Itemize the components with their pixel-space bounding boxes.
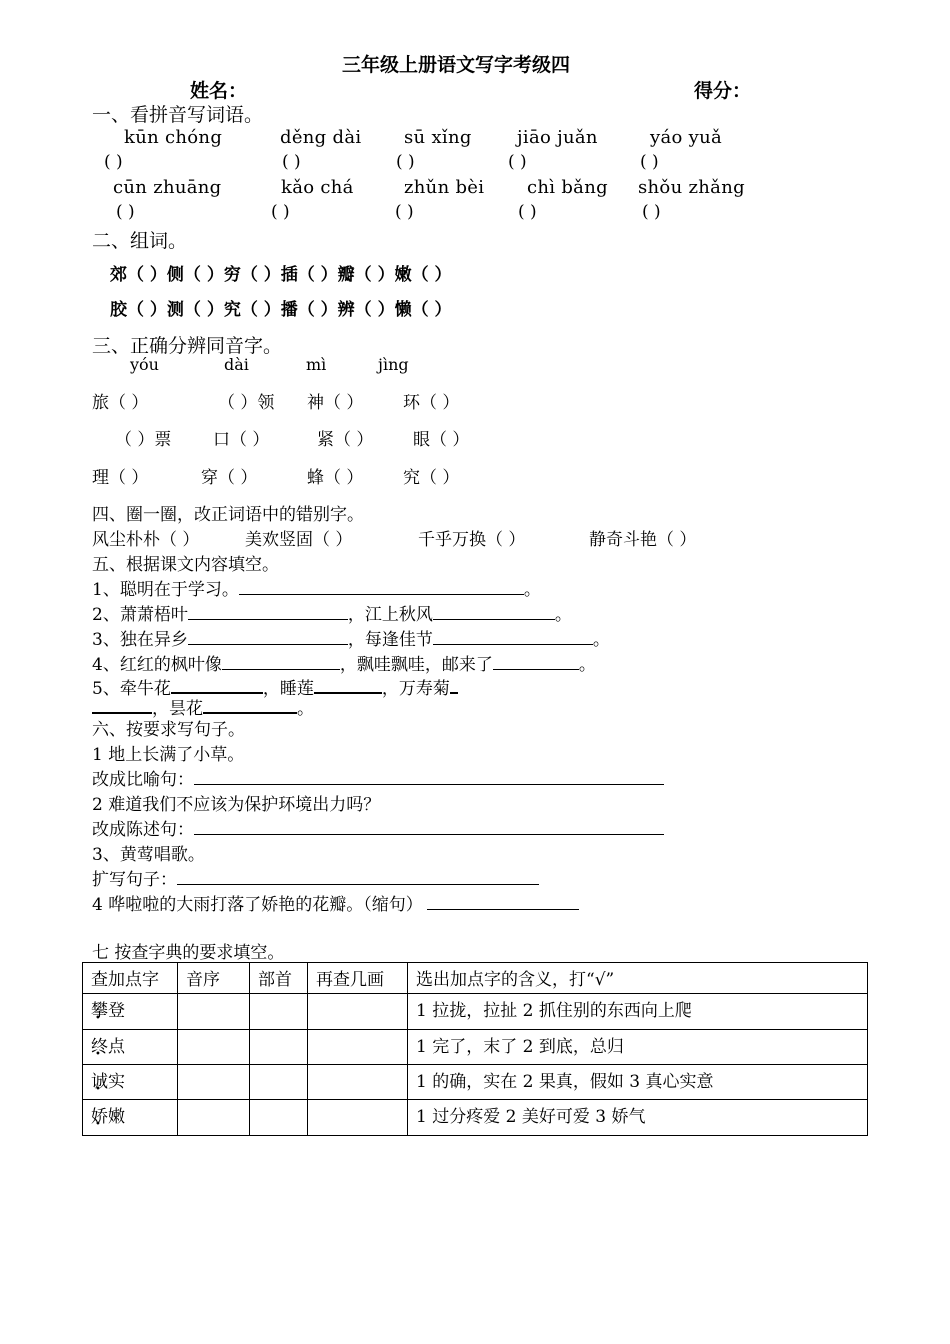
section-4-heading: 四、圈一圈，改正词语中的错别字。	[92, 505, 364, 525]
answer-paren-1-4[interactable]: ( )	[508, 152, 527, 172]
fill-line-5: 5、牵牛花 ，睡莲 ，万寿菊	[92, 674, 458, 699]
pinyin-2-2: kǎo chá	[281, 177, 354, 198]
homophone-1-2: （ ）领	[218, 393, 275, 413]
section-6-heading: 六、按要求写句子。	[92, 720, 245, 740]
blank[interactable]	[239, 580, 524, 595]
homophone-pinyin-1: yóu	[130, 355, 159, 374]
homophone-1-3: 神（ ）	[307, 393, 364, 413]
header-cell: 部首	[250, 963, 308, 994]
blank[interactable]	[222, 655, 340, 670]
homophone-2-1: （ ）票	[115, 430, 172, 450]
answer-line[interactable]	[427, 895, 579, 910]
fill-line-6: ，昙花 。	[92, 694, 314, 719]
header-cell: 选出加点字的含义，打“√”	[408, 963, 868, 994]
fill-line-1: 1、聪明在于学习。 。	[92, 580, 541, 600]
word-group-row-2: 胶（ ）测（ ）究（ ）播（ ）辨（ ）懒（ ）	[110, 300, 452, 320]
sentence-q2-answer: 改成陈述句：	[92, 815, 664, 840]
pinyin-2-1: cūn zhuāng	[113, 177, 222, 198]
answer-paren-2-4[interactable]: ( )	[518, 202, 537, 222]
sentence-q3: 3、黄莺唱歌。	[92, 845, 205, 865]
table-row	[83, 1030, 868, 1065]
sentence-q3-answer: 扩写句子：	[92, 865, 539, 890]
pinyin-1-5: yáo yuǎ	[650, 127, 723, 148]
meaning-cell: 1 拉拢，拉扯 2 抓住别的东西向上爬	[408, 994, 868, 1030]
table-header-row	[83, 963, 868, 994]
blank[interactable]	[450, 678, 458, 694]
word-group-row-1: 郊（ ）侧（ ）穷（ ）插（ ）瓣（ ）嫩（ ）	[110, 265, 452, 285]
pinyin-1-2: děng dài	[280, 127, 362, 148]
section-5-heading: 五、根据课文内容填空。	[92, 555, 279, 575]
typo-item-2: 美欢竖固（ ）	[245, 530, 353, 550]
homophone-3-4: 究（ ）	[403, 468, 460, 488]
table-row	[83, 1065, 868, 1100]
word-cell: 娇嫩	[83, 1100, 178, 1136]
section-2-heading: 二、组词。	[92, 230, 188, 252]
word-cell: 攀登	[83, 994, 178, 1030]
answer-cell[interactable]	[308, 1065, 408, 1100]
answer-cell[interactable]	[178, 1100, 250, 1136]
blank[interactable]	[171, 678, 263, 694]
answer-cell[interactable]	[178, 1030, 250, 1065]
fill-line-3: 3、独在异乡 ，每逢佳节 。	[92, 630, 610, 650]
answer-paren-2-2[interactable]: ( )	[271, 202, 290, 222]
homophone-pinyin-2: dài	[224, 355, 249, 374]
homophone-3-3: 蜂（ ）	[307, 468, 364, 488]
typo-item-4: 静奇斗艳（ ）	[589, 530, 697, 550]
answer-cell[interactable]	[250, 1100, 308, 1136]
answer-line[interactable]	[177, 870, 539, 885]
answer-cell[interactable]	[308, 994, 408, 1030]
answer-paren-1-2[interactable]: ( )	[282, 152, 301, 172]
typo-item-3: 千乎万换（ ）	[418, 530, 526, 550]
pinyin-1-4: jiāo juǎn	[517, 127, 598, 148]
homophone-2-2: 口（ ）	[213, 430, 270, 450]
typo-item-1: 风尘朴朴（ ）	[92, 530, 200, 550]
blank[interactable]	[92, 698, 152, 714]
answer-paren-2-3[interactable]: ( )	[395, 202, 414, 222]
pinyin-2-4: chì bǎng	[527, 177, 608, 198]
answer-cell[interactable]	[250, 994, 308, 1030]
fill-line-2: 2、萧萧梧叶 ，江上秋风 。	[92, 605, 572, 625]
answer-cell[interactable]	[250, 1065, 308, 1100]
homophone-3-2: 穿（ ）	[201, 468, 258, 488]
homophone-2-4: 眼（ ）	[413, 430, 470, 450]
homophone-3-1: 理（ ）	[92, 468, 149, 488]
table-row	[83, 1100, 868, 1136]
dictionary-table	[82, 962, 868, 1136]
meaning-cell: 1 完了，末了 2 到底，总归	[408, 1030, 868, 1065]
section-1-heading: 一、看拼音写词语。	[92, 104, 264, 126]
pinyin-2-5: shǒu zhǎng	[638, 177, 745, 198]
answer-paren-1-1[interactable]: ( )	[104, 152, 123, 172]
sentence-q1-answer: 改成比喻句：	[92, 765, 664, 790]
page-title: 三年级上册语文写字考级四	[342, 54, 571, 76]
homophone-1-1: 旅（ ）	[92, 393, 149, 413]
answer-paren-2-5[interactable]: ( )	[642, 202, 661, 222]
fill-line-4: 4、红红的枫叶像 ，飘哇飘哇，邮来了 。	[92, 655, 596, 675]
answer-cell[interactable]	[250, 1030, 308, 1065]
pinyin-1-1: kūn chóng	[124, 127, 223, 148]
pinyin-1-3: sū xǐng	[404, 127, 472, 148]
section-3-heading: 三、正确分辨同音字。	[92, 335, 283, 357]
homophone-2-3: 紧（ ）	[317, 430, 374, 450]
blank[interactable]	[314, 678, 382, 694]
answer-cell[interactable]	[178, 1065, 250, 1100]
blank[interactable]	[493, 655, 579, 670]
homophone-pinyin-4: jìng	[378, 355, 409, 374]
blank[interactable]	[433, 605, 555, 620]
word-cell: 终点	[83, 1030, 178, 1065]
meaning-cell: 1 过分疼爱 2 美好可爱 3 娇气	[408, 1100, 868, 1136]
header-cell: 查加点字	[83, 963, 178, 994]
blank[interactable]	[203, 698, 297, 714]
answer-paren-1-5[interactable]: ( )	[640, 152, 659, 172]
answer-cell[interactable]	[308, 1100, 408, 1136]
score-label: 得分：	[694, 80, 752, 102]
blank[interactable]	[188, 605, 348, 620]
table-row	[83, 994, 868, 1030]
answer-paren-2-1[interactable]: ( )	[116, 202, 135, 222]
blank[interactable]	[188, 630, 348, 645]
homophone-pinyin-3: mì	[306, 355, 327, 374]
answer-paren-1-3[interactable]: ( )	[396, 152, 415, 172]
name-label: 姓名：	[190, 80, 248, 102]
blank[interactable]	[433, 630, 593, 645]
pinyin-2-3: zhǔn bèi	[404, 177, 485, 198]
meaning-cell: 1 的确，实在 2 果真，假如 3 真心实意	[408, 1065, 868, 1100]
sentence-q2: 2 难道我们不应该为保护环境出力吗？	[92, 795, 381, 815]
homophone-1-4: 环（ ）	[403, 393, 460, 413]
answer-line[interactable]	[194, 770, 664, 785]
sentence-q1: 1 地上长满了小草。	[92, 745, 245, 765]
header-cell: 再查几画	[308, 963, 408, 994]
sentence-q4: 4 哗啦啦的大雨打落了娇艳的花瓣。（缩句）	[92, 890, 579, 915]
answer-cell[interactable]	[308, 1030, 408, 1065]
answer-cell[interactable]	[178, 994, 250, 1030]
answer-line[interactable]	[194, 820, 664, 835]
section-7-heading: 七 按查字典的要求填空。	[92, 943, 285, 963]
word-cell: 诚实	[83, 1065, 178, 1100]
header-cell: 音序	[178, 963, 250, 994]
